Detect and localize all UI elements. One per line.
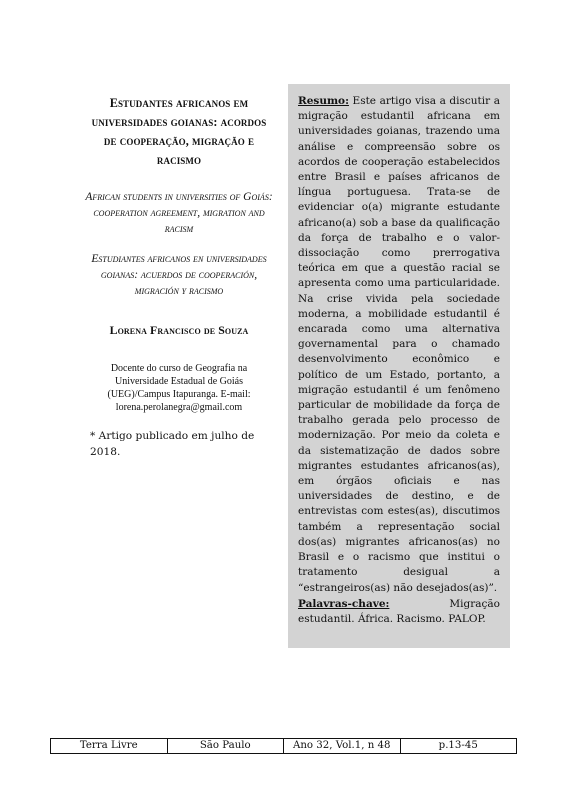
title-block (84, 94, 274, 460)
abstract-box (288, 84, 510, 648)
author-name: Lorena Francisco de Souza (109, 323, 249, 337)
page-footer (50, 738, 517, 754)
footer-pages: p.13-45 (438, 740, 478, 751)
publication-note: * Artigo publicado em julho de 2018. (90, 430, 255, 458)
abstract-paragraph (298, 94, 500, 596)
author-affiliation: Docente do curso de Geografia na Universidade Estadual de Goiás (UEG)/Campus Itapuranga. E-mail: lorena.perolanegra@gmail.com (107, 363, 251, 413)
article-title-portuguese: Estudantes africanos em universidades goianas: acordos de cooperação, migração e racismo (91, 96, 267, 167)
keywords-paragraph (298, 597, 500, 627)
footer-journal: Terra Livre (51, 739, 168, 753)
footer-volume: Ano 32, Vol.1, n 48 (284, 739, 401, 753)
article-title-spanish: Estudiantes africanos en universidades goianas: acuerdos de cooperación, migración y racismo (91, 253, 267, 297)
article-title-english: African students in universities of Goiás: cooperation agreement, migration and racism (85, 191, 273, 235)
abstract-body: Este artigo visa a discutir a migração estudantil africana em universidades goianas, trazendo uma análise e compreensão sobre os acordos de cooperação estabelecidos entre Brasil e países africanos de língua portuguesa. Trata-se de evidenciar o(a) migrante estudante africano(a) sob a base da qualificação da força de trabalho e o valor-dissociação como prerrogativa teórica em que a questão racial se apresenta como uma particularidade. Na crise vivida pela sociedade moderna, a mobilidade estudantil é encarada como uma alternativa governamental para o chamado desenvolvimento econômico e político de um Estado, portanto, a migração estudantil é um fenômeno particular de mobilidade da força de trabalho gerada pelo processo de modernização. Por meio da coleta e da sistematização de dados sobre migrantes estudantes africanos(as), em órgãos oficiais e nas universidades de destino, e de entrevistas com estes(as), discutimos também a representação social dos(as) migrantes africanos(as) no Brasil e o racismo que institui o tratamento desigual a “estrangeiros(as) não desejados(as)”. (298, 95, 500, 594)
footer-city: São Paulo (168, 739, 285, 753)
keywords-list: Migração estudantil. África. Racismo. PALOP. (298, 597, 500, 625)
keywords-label: Palavras-chave: (298, 597, 390, 610)
abstract-label: Resumo: (298, 95, 349, 107)
